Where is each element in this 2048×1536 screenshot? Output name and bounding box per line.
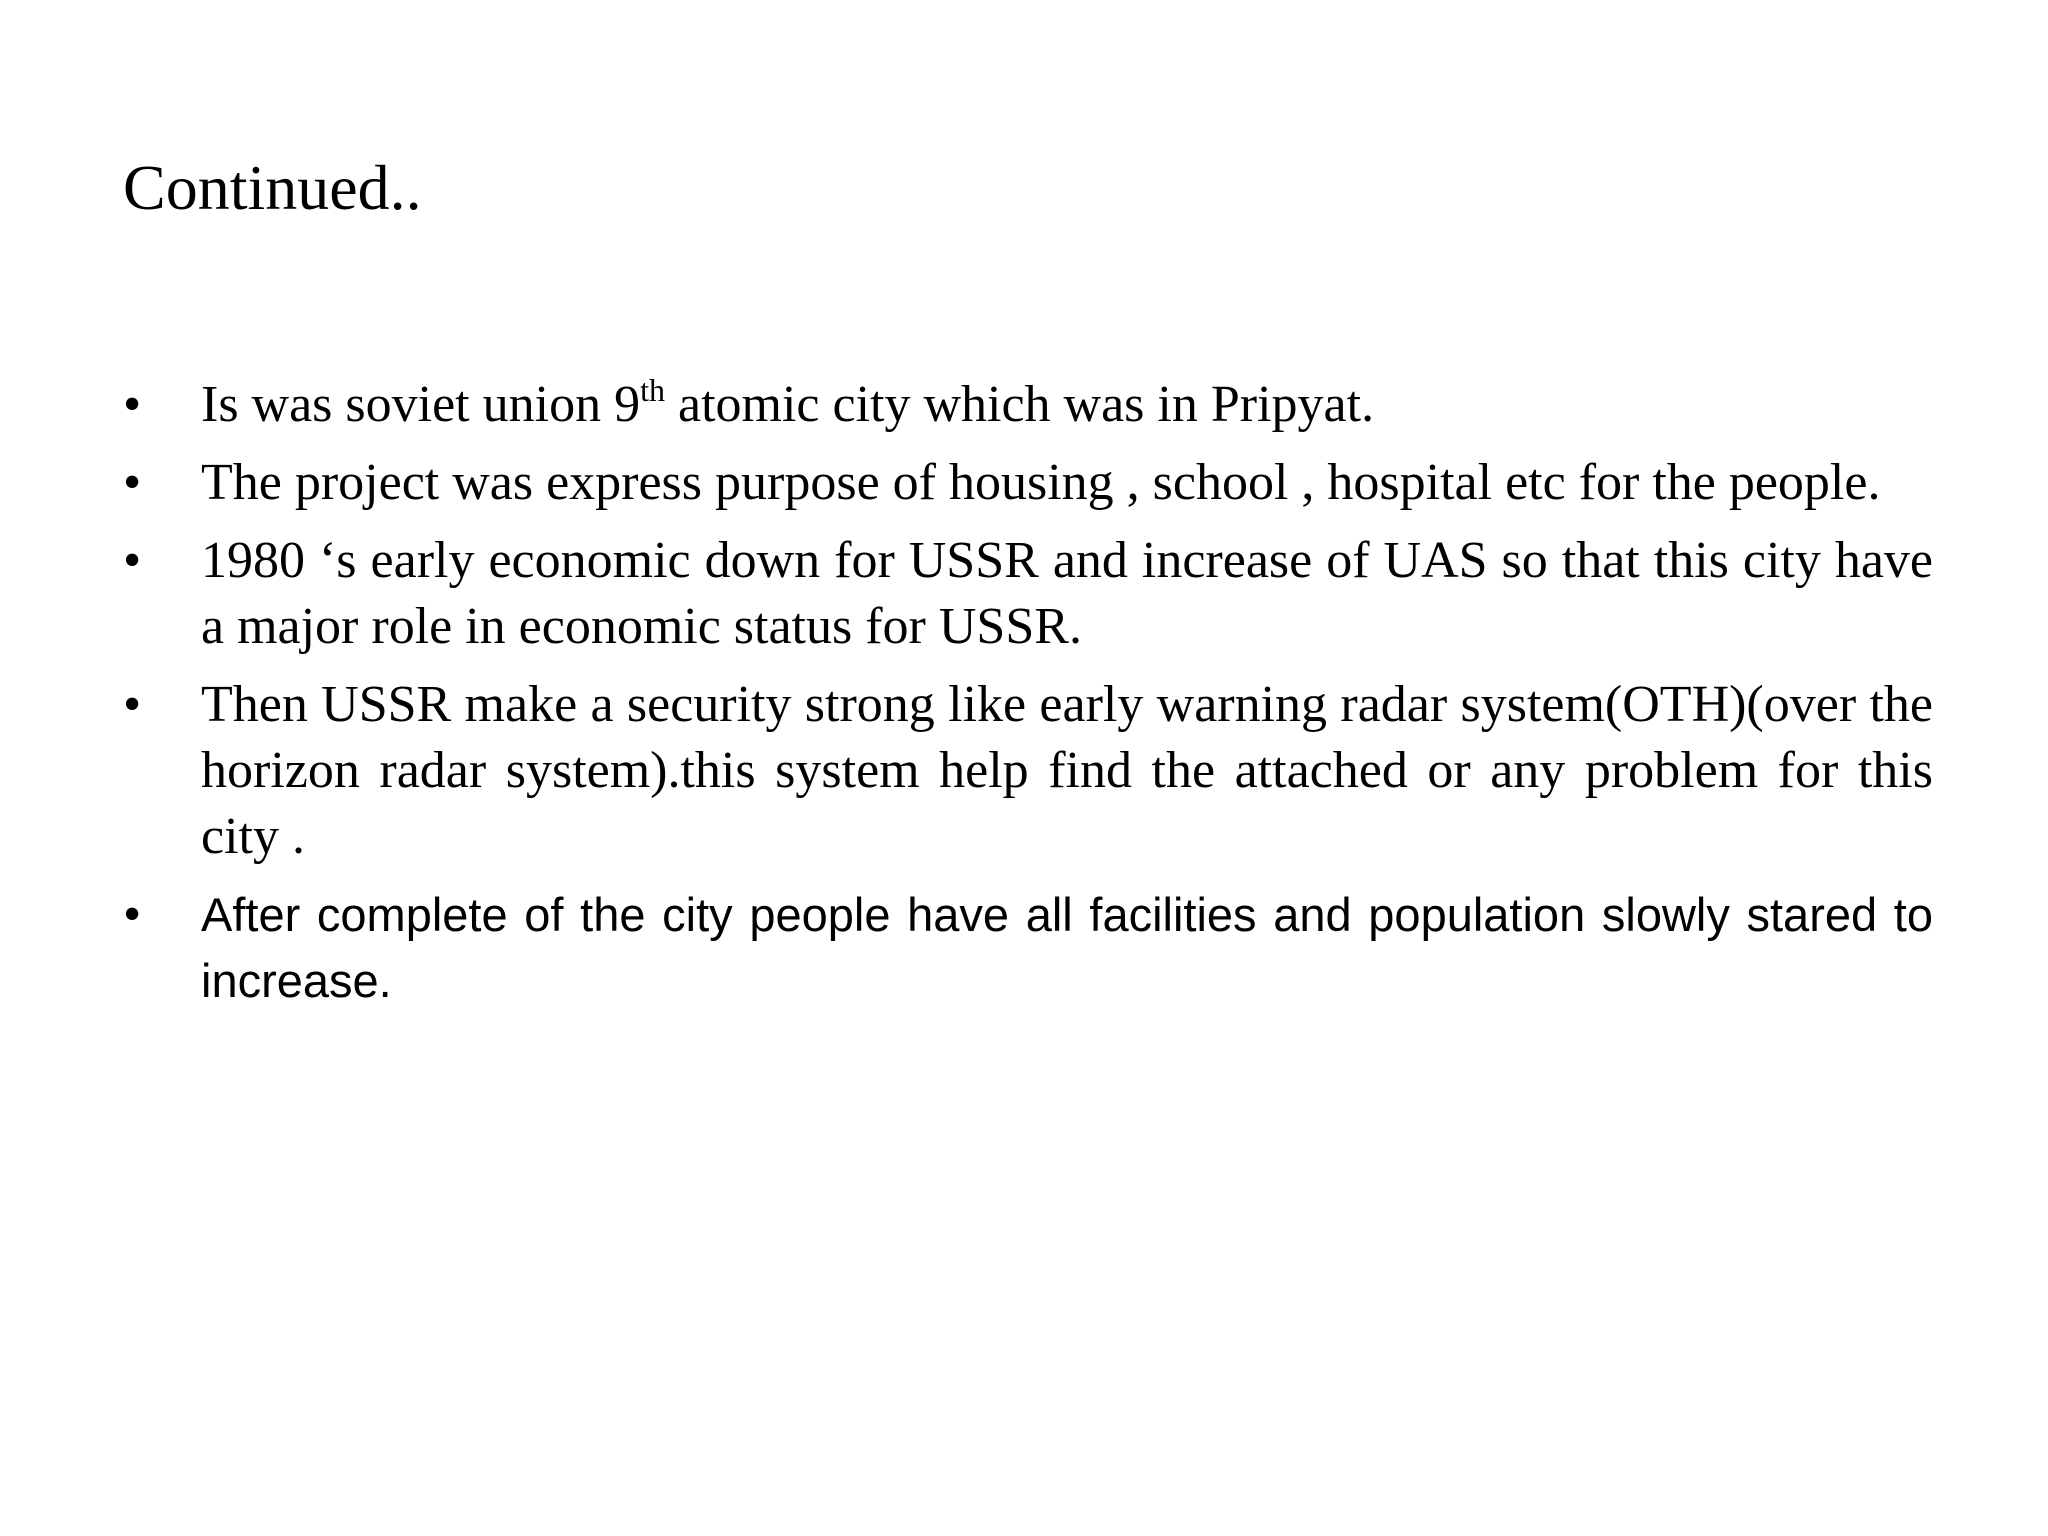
bullet-text-3: 1980 ‘s early economic down for USSR and increase of UAS so that this city have a major role in economic status for USSR. [201, 532, 1933, 655]
bullet-text-1 [201, 372, 1933, 438]
bullet-item-1 [123, 372, 1933, 438]
bullet-text-4: Then USSR make a security strong like early warning radar system(OTH)(over the horizon radar system).this system help find the attached or any problem for this city . [201, 676, 1933, 865]
slide-title: Continued.. [123, 152, 422, 223]
bullet-icon: • [123, 886, 142, 943]
bullet-text-5: After complete of the city people have all facilities and population slowly stared to increase. [201, 888, 1933, 1007]
bullet-icon: • [123, 454, 142, 511]
bullet-list [123, 372, 1933, 1026]
bullet-text-2: The project was express purpose of housing , school , hospital etc for the people. [201, 454, 1881, 511]
bullet-icon: • [123, 676, 142, 733]
bullet-icon: • [123, 376, 142, 433]
bullet-item-4 [123, 672, 1933, 870]
bullet-icon: • [123, 532, 142, 589]
bullet-text-1-part2: atomic city which was in Pripyat. [664, 376, 1375, 433]
bullet-item-3 [123, 528, 1933, 660]
bullet-item-2 [123, 450, 1933, 516]
bullet-text-1-superscript: th [640, 372, 665, 408]
bullet-text-1-part1: Is was soviet union 9 [201, 376, 641, 433]
bullet-item-5 [123, 882, 1933, 1014]
